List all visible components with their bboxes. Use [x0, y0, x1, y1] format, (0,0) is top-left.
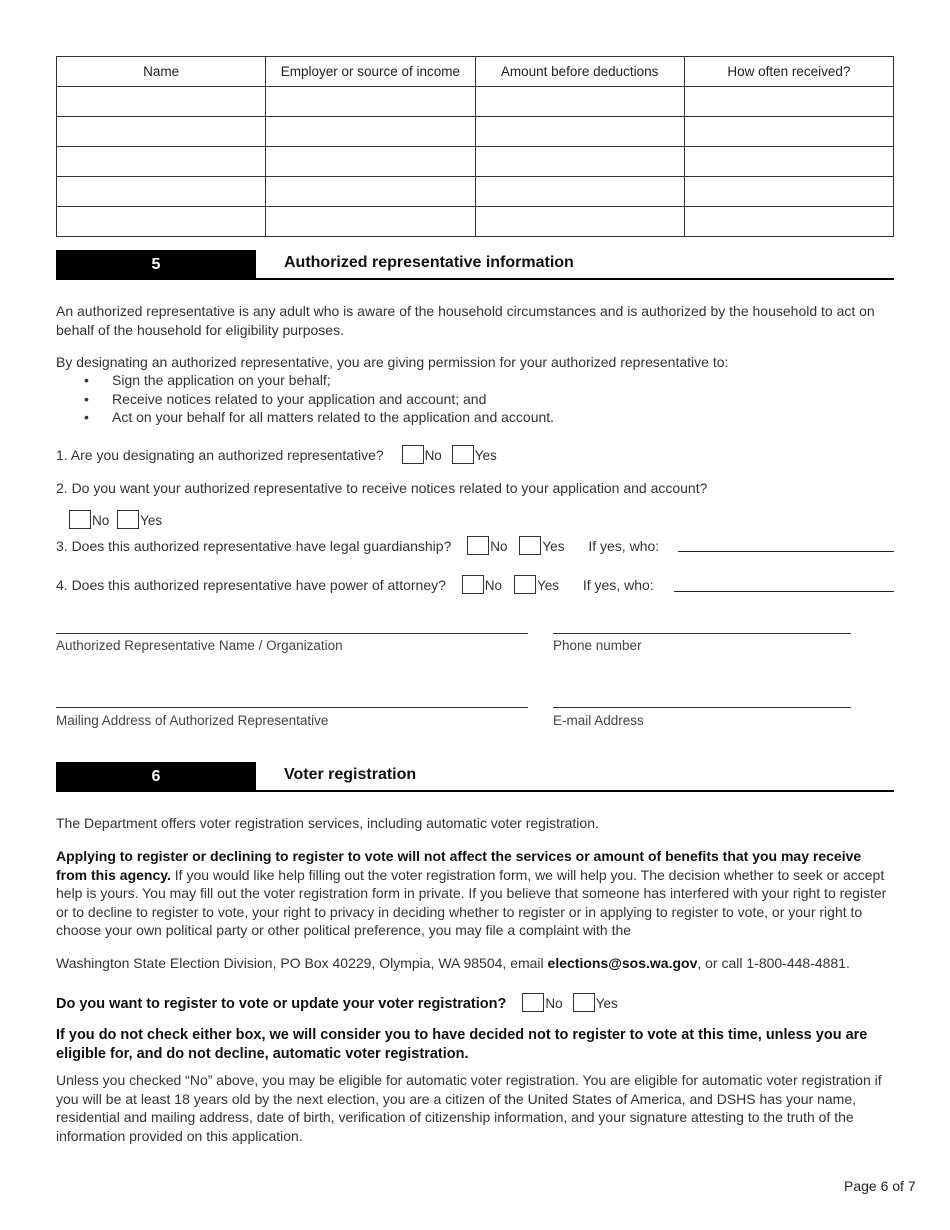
col-header-employer: Employer or source of income	[266, 57, 475, 87]
section-5-rule	[56, 278, 894, 280]
table-row	[57, 87, 894, 117]
register-question	[56, 993, 618, 1013]
q3-if-yes-label: If yes, who:	[588, 538, 660, 554]
table-cell-input[interactable]	[266, 177, 475, 207]
auth-rep-permission-lead: By designating an authorized representative, you are giving permission for your authorized representative to:	[56, 354, 729, 370]
question-2-options	[69, 510, 162, 530]
q4-no-label: No	[484, 578, 503, 593]
table-cell-input[interactable]	[266, 147, 475, 177]
col-header-amount: Amount before deductions	[475, 57, 684, 87]
register-yes-checkbox[interactable]	[573, 993, 595, 1012]
section-5-number: 5	[56, 250, 256, 279]
auth-rep-permission-list	[56, 371, 554, 427]
table-cell-input[interactable]	[475, 87, 684, 117]
page-number: Page 6 of 7	[844, 1178, 916, 1194]
q3-no-label: No	[490, 539, 508, 554]
email-input[interactable]	[553, 707, 851, 708]
automatic-registration-info: Unless you checked “No” above, you may be eligible for automatic voter registration. You are eligible for automatic voter registration if you will be at least 18 years old by the next election, you are a citizen of the United States of America, and DSHS has your name, residential and mailing address, date of birth, verification of citizenship information, and your signature attesting to the truth of the information provided on this application.	[56, 1072, 882, 1144]
voter-intro: The Department offers voter registration services, including automatic voter registration.	[56, 815, 599, 831]
table-cell-input[interactable]	[57, 87, 266, 117]
q4-who-input[interactable]	[674, 591, 894, 592]
q2-yes-label: Yes	[140, 513, 163, 528]
q4-yes-checkbox[interactable]	[514, 575, 536, 594]
voter-notice-bold: Applying to register or declining to register to vote will not affect the services or amount of benefits that you may receive from this agency.	[56, 848, 862, 883]
table-cell-input[interactable]	[57, 117, 266, 147]
table-cell-input[interactable]	[684, 207, 893, 237]
table-cell-input[interactable]	[684, 117, 893, 147]
q1-yes-checkbox[interactable]	[452, 445, 474, 464]
table-cell-input[interactable]	[57, 177, 266, 207]
q2-no-checkbox[interactable]	[69, 510, 91, 529]
q1-yes-label: Yes	[474, 448, 497, 463]
q4-if-yes-label: If yes, who:	[582, 577, 654, 593]
table-cell-input[interactable]	[57, 147, 266, 177]
table-cell-input[interactable]	[57, 207, 266, 237]
table-cell-input[interactable]	[684, 147, 893, 177]
q2-no-label: No	[92, 513, 110, 528]
phone-input[interactable]	[553, 633, 851, 634]
table-row	[57, 147, 894, 177]
section-6-number: 6	[56, 762, 256, 791]
list-item: • Sign the application on your behalf;	[84, 372, 331, 388]
question-4-text: 4. Does this authorized representative have power of attorney?	[56, 577, 446, 593]
rep-name-input[interactable]	[56, 633, 528, 634]
section-5-title: Authorized representative information	[284, 254, 574, 271]
section-6-rule	[56, 790, 894, 792]
register-yes-label: Yes	[595, 996, 618, 1011]
question-4	[56, 575, 654, 595]
table-cell-input[interactable]	[266, 207, 475, 237]
table-row	[57, 207, 894, 237]
table-cell-input[interactable]	[475, 117, 684, 147]
q1-no-label: No	[424, 448, 442, 463]
table-cell-input[interactable]	[475, 147, 684, 177]
income-table-header-row	[57, 57, 894, 87]
register-question-text: Do you want to register to vote or update your voter registration?	[56, 996, 507, 1012]
voter-notice-body: If you would like help filling out the voter registration form, we will help you. The decision whether to seek or accept help is yours. You may fill out the voter registration form in private. If you believe that someone has interfered with your right to register or to decline to register to vote, your right to privacy in deciding whether to register or in applying to register to vote, or your right to choose your own political party or other political preference, you may file a complaint with the	[56, 866, 887, 938]
table-cell-input[interactable]	[684, 87, 893, 117]
election-email-link[interactable]: elections@sos.wa.gov	[547, 955, 698, 971]
voter-notice	[56, 847, 896, 940]
q4-no-checkbox[interactable]	[462, 575, 484, 594]
list-item: • Receive notices related to your application and account; and	[84, 390, 487, 407]
register-no-checkbox[interactable]	[522, 993, 544, 1012]
table-cell-input[interactable]	[475, 207, 684, 237]
income-table	[56, 56, 894, 237]
q3-no-checkbox[interactable]	[467, 536, 489, 555]
table-row	[57, 117, 894, 147]
question-3-text: 3. Does this authorized representative have legal guardianship?	[56, 538, 452, 554]
contact-phone: , or call 1-800-448-4881.	[697, 955, 850, 971]
contact-address: Washington State Election Division, PO Box 40229, Olympia, WA 98504, email	[56, 955, 548, 971]
table-row	[57, 177, 894, 207]
table-cell-input[interactable]	[475, 177, 684, 207]
q4-yes-label: Yes	[536, 578, 559, 593]
question-2-text: 2. Do you want your authorized representative to receive notices related to your application and account?	[56, 480, 708, 496]
phone-label: Phone number	[553, 638, 642, 653]
q3-yes-label: Yes	[542, 539, 565, 554]
mailing-address-label: Mailing Address of Authorized Representative	[56, 713, 329, 728]
list-item: • Act on your behalf for all matters related to the application and account.	[84, 409, 555, 425]
auth-rep-definition: An authorized representative is any adult who is aware of the household circumstances and is authorized by the household to act on behalf of the household for eligibility purposes.	[56, 303, 875, 338]
table-cell-input[interactable]	[266, 117, 475, 147]
election-division-contact	[56, 954, 896, 973]
table-cell-input[interactable]	[266, 87, 475, 117]
col-header-name: Name	[57, 57, 266, 87]
question-1-text: 1. Are you designating an authorized representative?	[56, 447, 384, 463]
col-header-frequency: How often received?	[684, 57, 893, 87]
q2-yes-checkbox[interactable]	[117, 510, 139, 529]
no-check-notice: If you do not check either box, we will consider you to have decided not to register to vote at this time, unless you are eligible for, and do not decline, automatic voter registration.	[56, 1027, 868, 1062]
q3-yes-checkbox[interactable]	[519, 536, 541, 555]
question-1	[56, 445, 497, 465]
rep-name-label: Authorized Representative Name / Organization	[56, 638, 343, 653]
table-cell-input[interactable]	[684, 177, 893, 207]
section-6-title: Voter registration	[284, 766, 417, 783]
register-no-label: No	[545, 996, 563, 1011]
mailing-address-input[interactable]	[56, 707, 528, 708]
q1-no-checkbox[interactable]	[402, 445, 424, 464]
question-3	[56, 536, 659, 556]
email-label: E-mail Address	[553, 713, 644, 728]
q3-who-input[interactable]	[678, 551, 894, 552]
